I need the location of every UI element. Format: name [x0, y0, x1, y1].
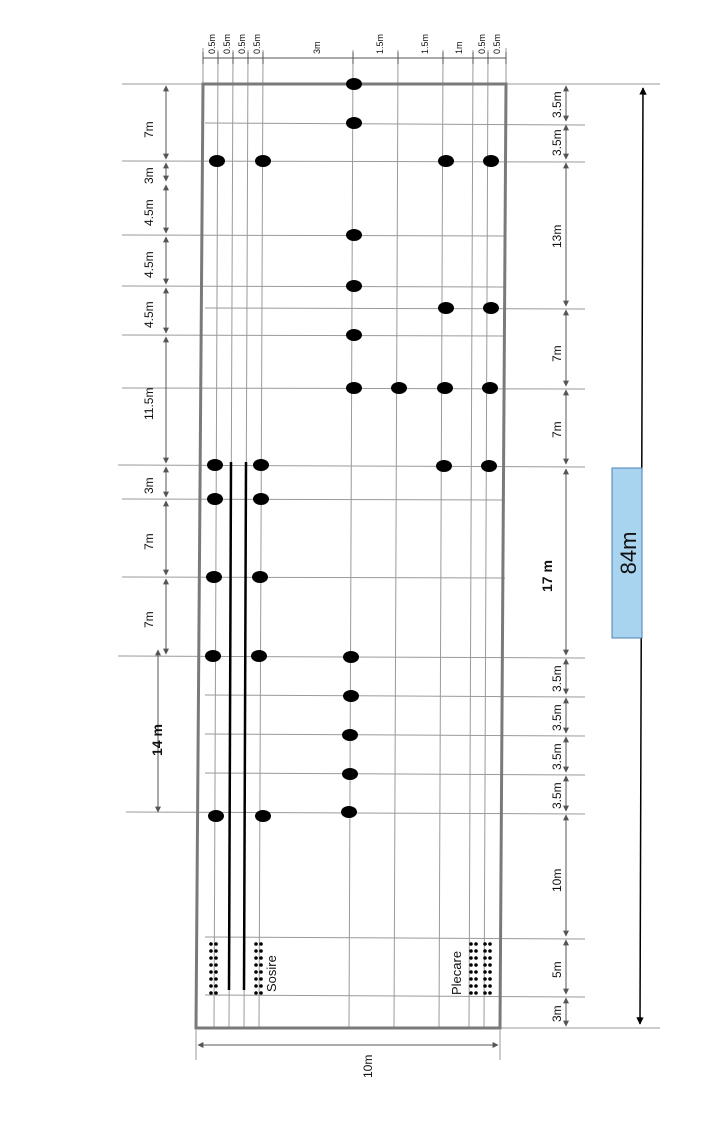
left-dimension-label: 4.5m [142, 251, 156, 278]
cone-marker [346, 229, 362, 241]
total-length-label: 84m [616, 531, 641, 575]
right-dimension-label: 3.5m [550, 782, 564, 809]
cone-marker [483, 302, 499, 314]
top-dimension-label: 1.5m [420, 33, 430, 54]
cone-marker [251, 650, 267, 662]
right-dimension-label: 3m [550, 1005, 564, 1022]
cone-marker [342, 729, 358, 741]
cone-marker [207, 459, 223, 471]
left-dimension-label: 3m [142, 167, 156, 184]
column-guides [214, 50, 488, 1028]
top-dimension-label: 3m [312, 41, 322, 54]
top-dimension-label: 0.5m [492, 33, 502, 54]
row-guide-line [122, 499, 505, 500]
cone-marker [341, 806, 357, 818]
top-dimension-label: 0.5m [252, 33, 262, 54]
right-dimension-label: 7m [550, 345, 564, 362]
top-dimension-label: 0.5m [477, 33, 487, 54]
cone-marker [343, 651, 359, 663]
right-dimension-label: 10m [550, 868, 564, 892]
cone-marker [346, 78, 362, 90]
left-dimension-label: 14 m [149, 724, 165, 756]
column-guide-line [214, 50, 218, 1028]
cone-marker [208, 810, 224, 822]
cone-marker [343, 690, 359, 702]
start-zone-label: Sosire [264, 955, 279, 992]
cone-marker [252, 571, 268, 583]
top-dimension-label: 0.5m [237, 33, 247, 54]
cone-marker [207, 493, 223, 505]
lane-divider-line [244, 462, 246, 990]
cone-marker [205, 650, 221, 662]
row-guide-line [122, 161, 585, 162]
bottom-dimension-label: 10m [361, 1054, 375, 1078]
row-guide-line [122, 335, 505, 336]
row-guide-line [205, 123, 585, 125]
left-dimension-label: 7m [142, 121, 156, 138]
cone-marker [342, 768, 358, 780]
row-guide-line [205, 937, 585, 939]
top-dimension-label: 1m [454, 41, 464, 54]
left-dimension-label: 4.5m [142, 199, 156, 226]
cone-marker [483, 155, 499, 167]
row-guide-line [205, 995, 585, 997]
cone-marker [346, 117, 362, 129]
top-dimension-label: 0.5m [207, 33, 217, 54]
left-dimension-label: 7m [142, 611, 156, 628]
column-guide-line [349, 50, 353, 1028]
right-dimension-label: 7m [550, 421, 564, 438]
cone-marker [436, 460, 452, 472]
cone-marker [346, 329, 362, 341]
column-guide-line [469, 50, 473, 1028]
finish-zone-label: Plecare [449, 950, 464, 995]
right-dimension-labels [539, 91, 564, 1022]
row-guide-line [122, 286, 505, 287]
column-guide-line [439, 50, 443, 1028]
right-dimension-label: 3.5m [550, 665, 564, 692]
right-dimension-label: 13m [550, 224, 564, 248]
cone-marker [346, 382, 362, 394]
row-guide-line [122, 235, 505, 236]
lane-divider-line [229, 462, 231, 990]
right-dimension-label: 3.5m [550, 743, 564, 770]
cone-marker [438, 302, 454, 314]
cone-marker [255, 810, 271, 822]
cone-marker [482, 382, 498, 394]
column-guide-line [394, 50, 398, 1028]
right-dimension-label: 3.5m [550, 91, 564, 118]
cone-marker [437, 382, 453, 394]
top-dimension-label: 1.5m [375, 33, 385, 54]
right-dimension-label: 17 m [539, 560, 555, 592]
column-guide-line [259, 50, 263, 1028]
cone-marker [438, 155, 454, 167]
left-dimension-label: 11.5m [142, 387, 156, 420]
left-dimension-label: 4.5m [142, 301, 156, 328]
lane-dividers [229, 462, 246, 990]
right-dimension-label: 3.5m [550, 704, 564, 731]
top-dimension-label: 0.5m [222, 33, 232, 54]
column-guide-line [484, 50, 488, 1028]
cone-marker [255, 155, 271, 167]
cone-marker [253, 493, 269, 505]
right-dimension-label: 5m [550, 961, 564, 978]
cone-marker [206, 571, 222, 583]
row-guide-line [122, 577, 505, 578]
top-dimension-labels [207, 34, 502, 54]
left-dimension-label: 3m [142, 477, 156, 494]
cone-marker [481, 460, 497, 472]
cone-marker [209, 155, 225, 167]
cone-marker [253, 459, 269, 471]
left-dimension-labels [142, 121, 165, 756]
cone-marker [346, 280, 362, 292]
right-dimension-label: 3.5m [550, 129, 564, 156]
left-dimension-label: 7m [142, 533, 156, 550]
cone-marker [391, 382, 407, 394]
left-dimension-chain [158, 86, 166, 812]
